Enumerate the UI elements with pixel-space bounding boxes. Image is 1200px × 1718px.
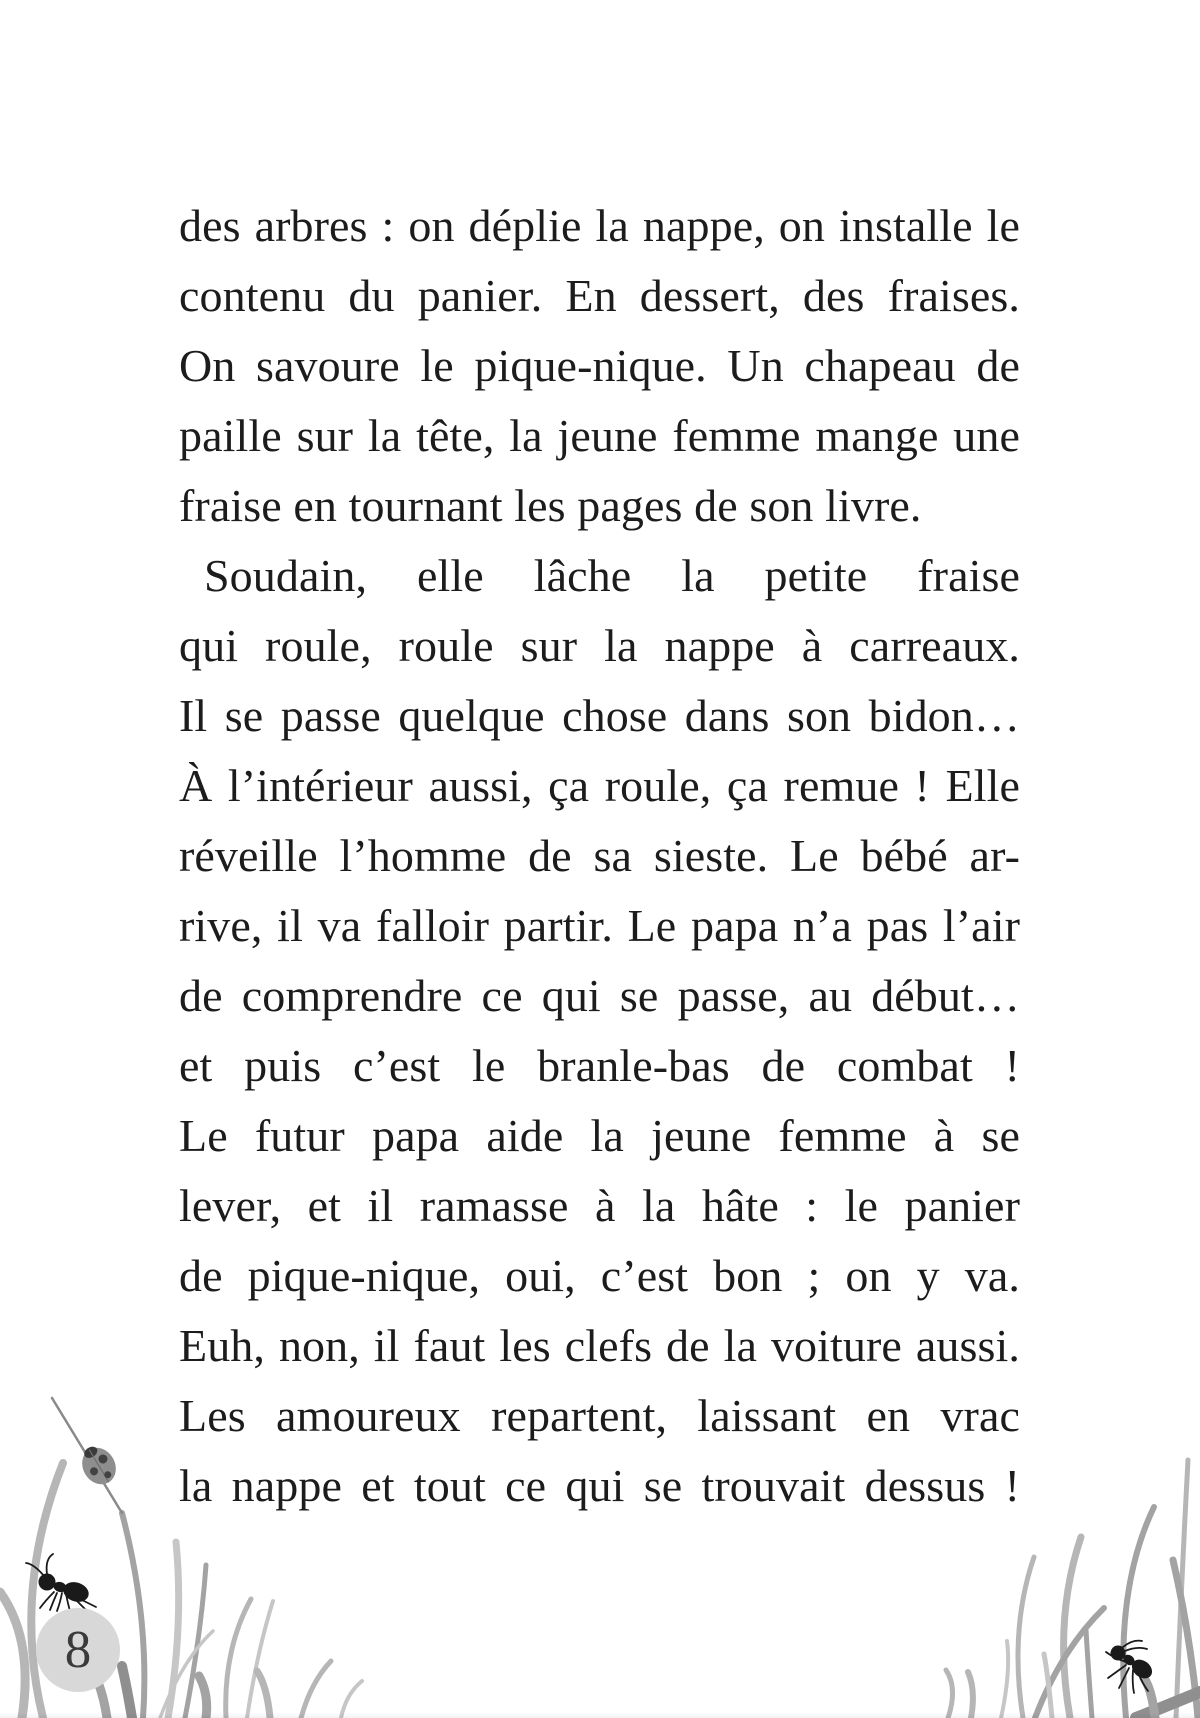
- text-line: des arbres : on déplie la nappe, on installe le: [179, 200, 1020, 251]
- text-line: et puis c’est le branle-bas de combat !: [179, 1040, 1020, 1091]
- text-line: paille sur la tête, la jeune femme mange une: [179, 410, 1020, 461]
- ant-icon: [26, 1554, 96, 1611]
- text-line: À l’intérieur aussi, ça roule, ça remue ! Elle: [179, 760, 1020, 811]
- text-line: de comprendre ce qui se passe, au début…: [179, 970, 1020, 1021]
- text-line: fraise en tournant les pages de son livre.: [179, 480, 922, 531]
- text-line: qui roule, roule sur la nappe à carreaux.: [179, 620, 1020, 671]
- body-text: [179, 191, 1020, 1521]
- page-number-badge: [36, 1608, 120, 1692]
- text-line: réveille l’homme de sa sieste. Le bébé ar-: [179, 830, 1020, 881]
- ladybug-icon: [74, 1440, 122, 1491]
- text-line: de pique-nique, oui, c’est bon ; on y va.: [179, 1250, 1020, 1301]
- text-line: lever, et il ramasse à la hâte : le panier: [179, 1180, 1020, 1231]
- text-line: la nappe et tout ce qui se trouvait dessus !: [179, 1460, 1020, 1511]
- page-number: 8: [64, 1621, 92, 1679]
- text-line: On savoure le pique-nique. Un chapeau de: [179, 340, 1020, 391]
- text-line: Il se passe quelque chose dans son bidon…: [179, 690, 1020, 741]
- page-bottom-shadow: [0, 1713, 1200, 1718]
- text-line: Soudain, elle lâche la petite fraise: [204, 550, 1020, 601]
- text-line: contenu du panier. En dessert, des fraises.: [179, 270, 1020, 321]
- text-line: Les amoureux repartent, laissant en vrac: [179, 1390, 1020, 1441]
- text-line: rive, il va falloir partir. Le papa n’a pas l’air: [179, 900, 1020, 951]
- text-line: Euh, non, il faut les clefs de la voiture aussi.: [179, 1320, 1020, 1371]
- ant-icon: [1106, 1641, 1156, 1693]
- text-line: Le futur papa aide la jeune femme à se: [179, 1110, 1020, 1161]
